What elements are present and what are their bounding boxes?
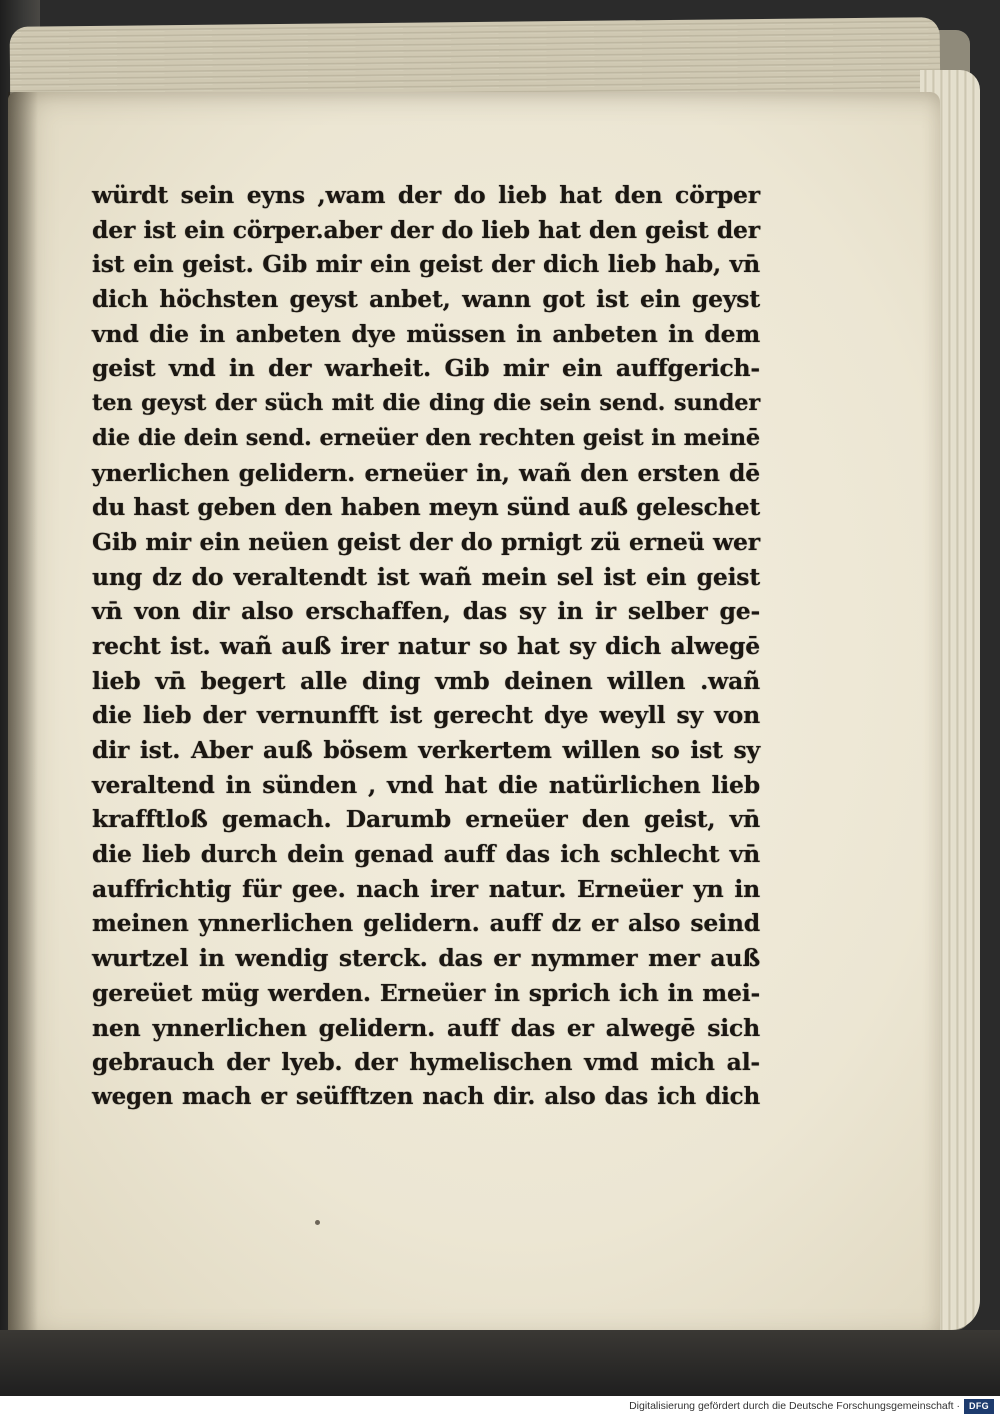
text-line: gereüet müg werden. Erneüer in sprich ich in mei- xyxy=(92,978,760,1007)
text-line: die lieb durch dein genad auff das ich schlecht vn̄ xyxy=(92,840,760,869)
text-line: meinen ynnerlichen gelidern. auff dz er also seind xyxy=(92,909,760,938)
text-line: wurtzel in wendig sterck. das er nymmer mer auß xyxy=(92,944,760,973)
footer-bar xyxy=(0,1396,1000,1418)
text-line: ung dz do veraltendt ist wañ mein sel ist ein geist xyxy=(92,562,760,591)
text-line: der ist ein cörper.aber der do lieb hat den geist der xyxy=(92,215,760,244)
text-line: nen ynnerlichen gelidern. auff das er alwegē sich xyxy=(92,1013,760,1042)
text-line: krafftloß gemach. Darumb erneüer den geist, vn̄ xyxy=(92,805,760,834)
text-line: ist ein geist. Gib mir ein geist der dich lieb hab, vn̄ xyxy=(92,250,760,279)
text-line: geist vnd in der warheit. Gib mir ein auffgerich- xyxy=(92,354,760,383)
text-line: vnd die in anbeten dye müssen in anbeten in dem xyxy=(92,319,760,348)
text-line: lieb vn̄ begert alle ding vmb deinen willen .wañ xyxy=(92,666,760,695)
background-bottom xyxy=(0,1330,1000,1396)
text-line: die die dein send. erneüer den rechten geist in meinē xyxy=(92,424,760,451)
text-line: ten geyst der süch mit die ding die sein send. sunder xyxy=(92,390,760,417)
text-line: recht ist. wañ auß irer natur so hat sy dich alwegē xyxy=(92,631,760,660)
page-text-block xyxy=(92,178,760,1115)
text-line: ynerlichen gelidern. erneüer in, wañ den ersten dē xyxy=(92,458,760,487)
text-line: auffrichtig für gee. nach irer natur. Erneüer yn in xyxy=(92,874,760,903)
text-line: veraltend in sünden , vnd hat die natürlichen lieb xyxy=(92,770,760,799)
paper-speck xyxy=(315,1220,320,1225)
funding-credit: Digitalisierung gefördert durch die Deutsche Forschungsgemeinschaft · xyxy=(629,1400,960,1412)
spine-shadow xyxy=(8,92,38,1342)
dfg-logo: DFG xyxy=(964,1399,994,1414)
text-line: vn̄ von dir also erschaffen, das sy in ir selber ge- xyxy=(92,597,760,626)
text-line: dir ist. Aber auß bösem verkertem willen so ist sy xyxy=(92,736,760,764)
text-line: würdt sein eyns ,wam der do lieb hat den cörper xyxy=(92,181,760,209)
text-line: du hast geben den haben meyn sünd auß geleschet xyxy=(92,493,760,522)
text-line: die lieb der vernunfft ist gerecht dye weyll sy von xyxy=(92,701,760,730)
text-line: dich höchsten geyst anbet, wann got ist ein geyst xyxy=(92,285,760,314)
text-line: Gib mir ein neüen geist der do prnigt zü erneü wer xyxy=(92,527,760,556)
text-line: gebrauch der lyeb. der hymelischen vmd mich al- xyxy=(92,1048,760,1077)
text-line: wegen mach er seüfftzen nach dir. also das ich dich xyxy=(92,1082,760,1110)
